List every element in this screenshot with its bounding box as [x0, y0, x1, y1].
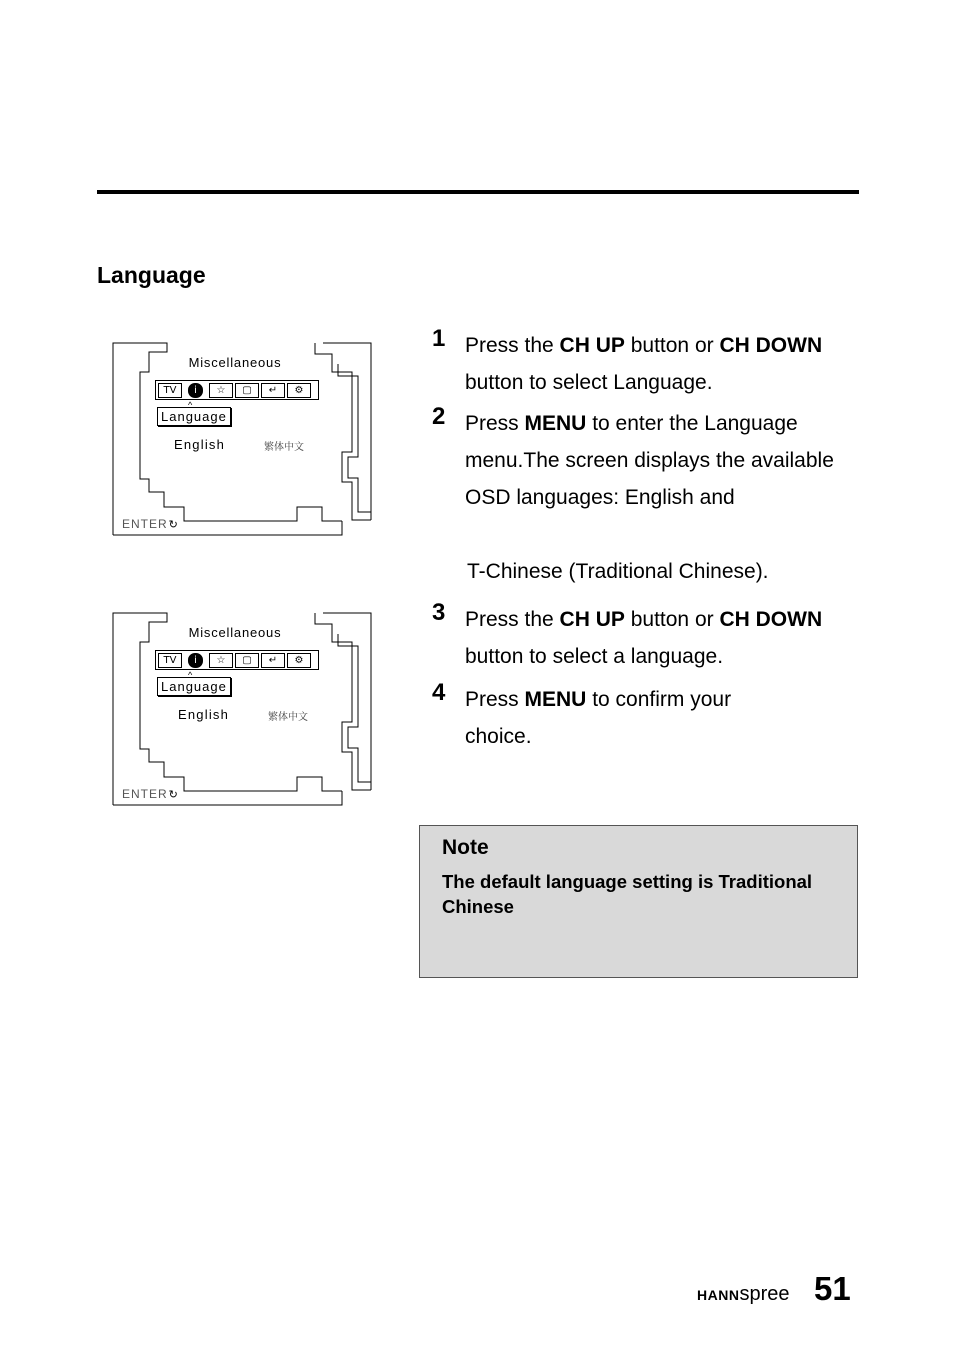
step-text-run: button or	[624, 608, 720, 631]
step-keyword: CH DOWN	[719, 334, 823, 357]
brand-bold: HANN	[697, 1287, 740, 1303]
osd-figure-1	[112, 342, 374, 538]
step-number: 2	[432, 403, 446, 430]
screen-icon: ▢	[235, 383, 259, 398]
step-keyword: MENU	[524, 412, 587, 435]
step-continuation-text: T-Chinese (Traditional Chinese).	[467, 560, 769, 583]
step-number: 1	[432, 325, 446, 352]
top-rule	[97, 190, 859, 194]
step-text	[465, 405, 852, 516]
info-icon: i	[188, 653, 203, 668]
osd-enter-label: ENTER↻	[122, 787, 179, 801]
note-title: Note	[442, 836, 489, 859]
step-text	[465, 327, 852, 401]
step-keyword: CH UP	[559, 608, 625, 631]
step-4	[432, 681, 792, 755]
step-text-run: Press	[465, 688, 525, 711]
star-icon: ☆	[209, 383, 233, 398]
tv-icon: TV	[158, 653, 182, 668]
step-text	[465, 681, 792, 755]
settings-icon: ⚙	[287, 383, 311, 398]
step-2-continuation	[467, 553, 867, 590]
osd-option-chinese: 繁体中文	[264, 442, 304, 453]
enter-icon: ↻	[168, 519, 179, 531]
step-keyword: CH DOWN	[719, 608, 823, 631]
info-icon: i	[188, 383, 203, 398]
step-keyword: MENU	[524, 688, 587, 711]
tv-icon: TV	[158, 383, 182, 398]
section-title: Language	[97, 262, 206, 288]
enter-icon: ↻	[168, 789, 179, 801]
step-text-run: to confirm your choice.	[465, 688, 732, 748]
osd-frame	[112, 612, 374, 808]
star-icon: ☆	[209, 653, 233, 668]
step-text-run: Press	[465, 412, 525, 435]
osd-menu-title: Miscellaneous	[188, 625, 282, 640]
osd-selected-item: Language	[157, 677, 231, 696]
return-icon: ↵	[261, 383, 285, 398]
osd-option-english: English	[178, 707, 230, 722]
osd-icon-bar	[155, 650, 319, 670]
step-text-run: Press the	[465, 334, 560, 357]
brand-logo	[697, 1283, 789, 1306]
caret-up-icon: ^	[188, 400, 193, 410]
osd-icon-bar	[155, 380, 319, 400]
settings-icon: ⚙	[287, 653, 311, 668]
step-3	[432, 601, 852, 675]
step-2	[432, 405, 852, 516]
screen-icon: ▢	[235, 653, 259, 668]
return-icon: ↵	[261, 653, 285, 668]
step-number: 4	[432, 679, 446, 706]
osd-figure-2	[112, 612, 374, 808]
osd-option-english: English	[174, 437, 226, 452]
osd-option-chinese: 繁体中文	[268, 712, 308, 723]
brand-light: spree	[739, 1283, 790, 1305]
step-text	[465, 601, 852, 675]
osd-selected-item: Language	[157, 407, 231, 426]
step-1	[432, 327, 852, 401]
step-text-run: Press the	[465, 608, 560, 631]
step-number: 3	[432, 599, 446, 626]
note-body: The default language setting is Traditional Chinese	[442, 871, 813, 917]
step-keyword: CH UP	[559, 334, 625, 357]
step-text-run: button or	[624, 334, 720, 357]
step-text-run: button to select Language.	[465, 371, 713, 394]
step-text-run: to enter the Language menu.The screen displays the available OSD languages: English and	[465, 412, 834, 509]
osd-frame	[112, 342, 374, 538]
osd-enter-label: ENTER↻	[122, 517, 179, 531]
osd-menu-title: Miscellaneous	[188, 355, 282, 370]
step-text-run: button to select a language.	[465, 645, 724, 668]
note-box	[419, 825, 858, 978]
page-number: 51	[814, 1270, 851, 1307]
caret-up-icon: ^	[188, 670, 193, 680]
